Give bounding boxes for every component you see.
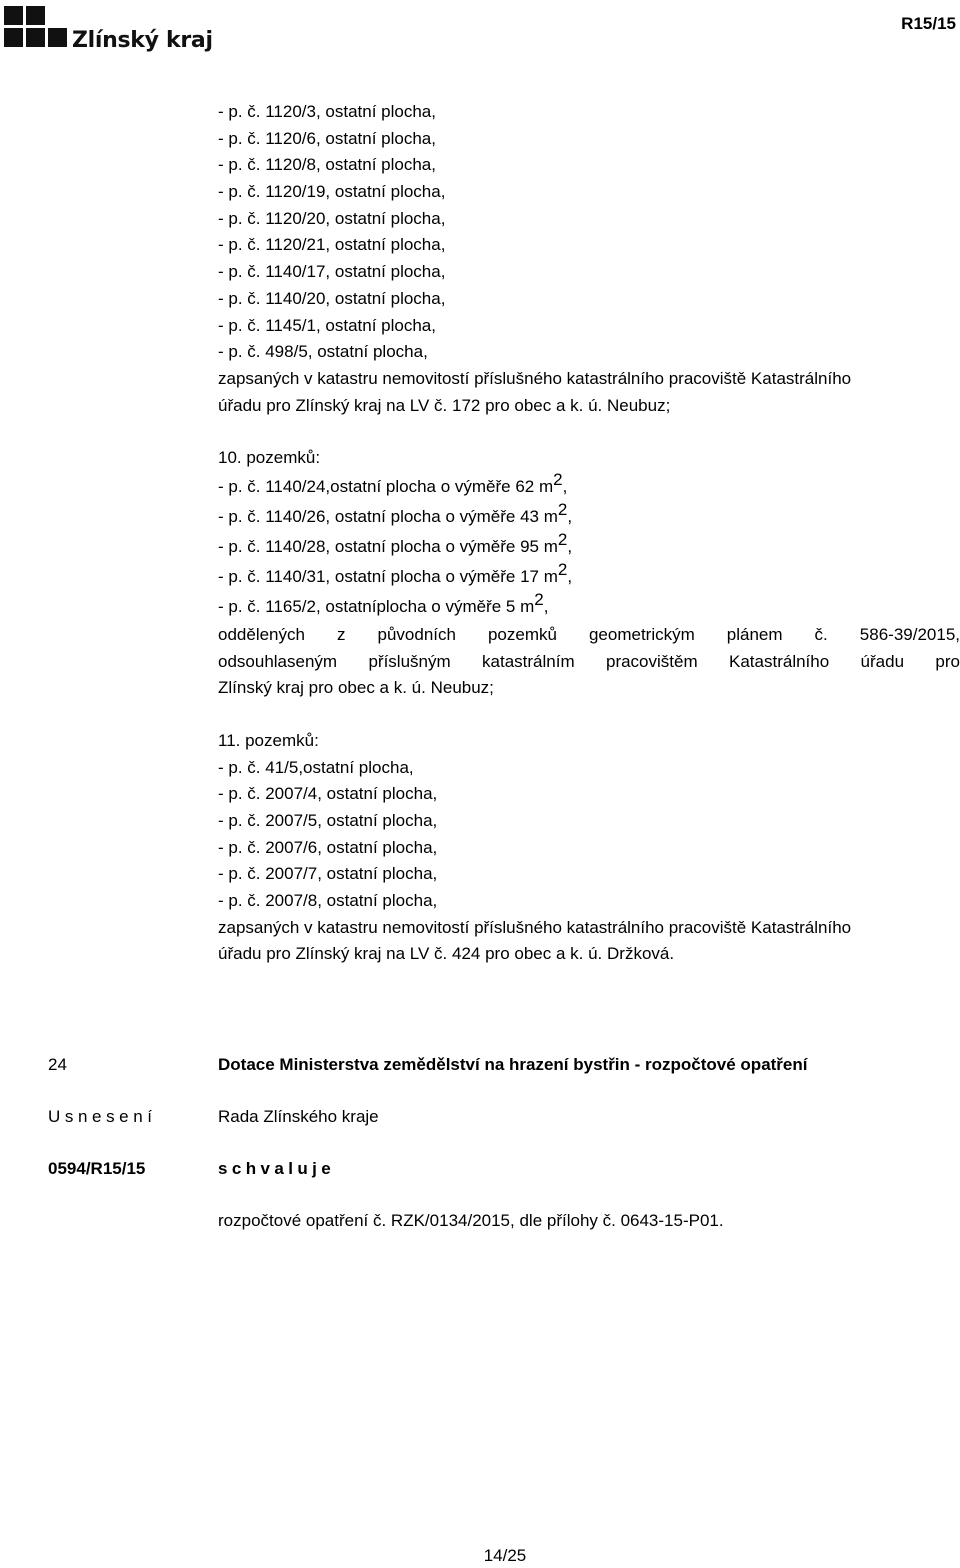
paragraph-line: úřadu pro Zlínský kraj na LV č. 424 pro obec a k. ú. Držková.: [218, 944, 675, 964]
list-item: - p. č. 498/5, ostatní plocha,: [218, 342, 428, 362]
section-heading: 10. pozemků:: [218, 448, 321, 468]
list-item: - p. č. 1145/1, ostatní plocha,: [218, 315, 436, 335]
list-item: - p. č. 2007/8, ostatní plocha,: [218, 890, 438, 910]
spacer: [218, 702, 960, 728]
logo-squares-icon: [4, 6, 68, 52]
page-number: 14/25: [483, 1546, 527, 1565]
section-heading: 11. pozemků:: [218, 730, 319, 750]
list-item: - p. č. 2007/7, ostatní plocha,: [218, 864, 438, 884]
document-code: R15/15: [901, 14, 956, 33]
paragraph-line: Zlínský kraj pro obec a k. ú. Neubuz;: [218, 678, 494, 698]
list-item: - p. č. 1120/3, ostatní plocha,: [218, 102, 436, 121]
list-item: - p. č. 2007/4, ostatní plocha,: [218, 784, 438, 804]
resolution-label: Usnesení: [48, 1107, 157, 1126]
document-body: [218, 99, 960, 968]
resolution-body: Rada Zlínského kraje: [218, 1107, 379, 1126]
paragraph-line: odsouhlaseným příslušným katastrálním pracovištěm Katastrálního úřadu pro: [218, 651, 960, 671]
agenda-item-number: 24: [48, 1055, 67, 1074]
paragraph-line: zapsaných v katastru nemovitostí příslušného katastrálního pracoviště Katastrálního: [218, 368, 852, 388]
list-item: - p. č. 1140/28, ostatní plocha o výměře 95 $m^2$,: [218, 529, 573, 556]
list-item: - p. č. 1120/8, ostatní plocha,: [218, 155, 436, 175]
list-item: - p. č. 1120/21, ostatní plocha,: [218, 235, 446, 255]
list-item: - p. č. 41/5,ostatní plocha,: [218, 757, 414, 777]
list-item: - p. č. 1120/19, ostatní plocha,: [218, 182, 446, 202]
list-item: - p. č. 1120/6, ostatní plocha,: [218, 128, 436, 148]
list-item: - p. č. 1140/31, ostatní plocha o výměře 17 $m^2$,: [218, 559, 573, 586]
parcel-list-10: [218, 469, 960, 622]
list-item: - p. č. 1120/20, ostatní plocha,: [218, 208, 446, 228]
zlinsky-kraj-logo: [4, 6, 213, 53]
list-item: - p. č. 1140/24,ostatní plocha o výměře 62 $m^2$,: [218, 469, 568, 496]
resolution-verb: schvaluje: [218, 1159, 336, 1178]
spacer: [218, 419, 960, 445]
logo-text: Zlínský kraj: [72, 28, 213, 53]
paragraph-line: úřadu pro Zlínský kraj na LV č. 172 pro obec a k. ú. Neubuz;: [218, 395, 671, 415]
list-item: - p. č. 2007/6, ostatní plocha,: [218, 837, 438, 857]
list-item: - p. č. 1140/20, ostatní plocha,: [218, 288, 446, 308]
paragraph-line: zapsaných v katastru nemovitostí příslušného katastrálního pracoviště Katastrálního: [218, 917, 852, 937]
resolution-text: rozpočtové opatření č. RZK/0134/2015, dle přílohy č. 0643-15-P01.: [218, 1211, 724, 1230]
list-item: - p. č. 2007/5, ostatní plocha,: [218, 810, 438, 830]
resolution-code: 0594/R15/15: [48, 1159, 146, 1178]
paragraph-line: oddělených z původních pozemků geometrickým plánem č. 586-39/2015,: [218, 624, 960, 644]
parcel-list-a: [218, 99, 960, 366]
list-item: - p. č. 1140/26, ostatní plocha o výměře 43 $m^2$,: [218, 499, 573, 526]
parcel-list-11: [218, 755, 960, 915]
agenda-item-title: Dotace Ministerstva zemědělství na hrazení bystřin - rozpočtové opatření: [218, 1055, 808, 1074]
list-item: - p. č. 1140/17, ostatní plocha,: [218, 262, 446, 282]
list-item: - p. č. 1165/2, ostatníplocha o výměře 5 $m^2$,: [218, 589, 549, 616]
